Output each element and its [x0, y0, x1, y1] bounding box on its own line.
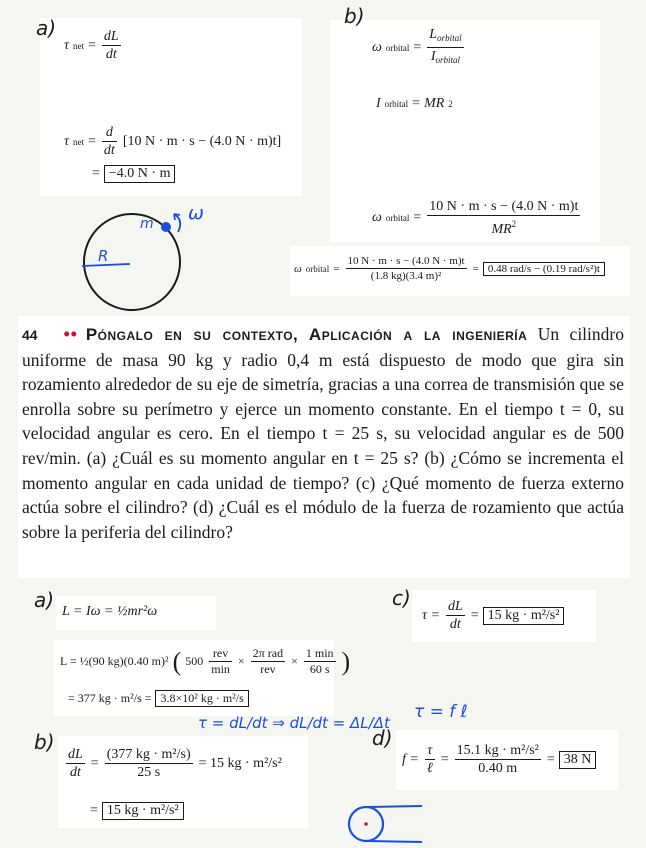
omega-substituted-eq: ω orbital = $\frac{10 N \cdot m \cdot s - (4.0 N \cdot m)t}{MR^2}$ [372, 199, 579, 237]
mass-dot [161, 222, 171, 232]
inertia-orbital-eq: I orbital = MR 2 [376, 96, 453, 111]
answer-c-label: c) [392, 586, 411, 610]
omega-label: ω [188, 202, 204, 224]
torque-result-box: −4.0 N · m [104, 165, 176, 183]
answer-b-handnote: τ = dL/dt ⇒ dL/dt = ΔL/Δt [198, 714, 390, 732]
answer-b-label: b) [34, 730, 55, 754]
torque-result-eq: = −4.0 N · m [92, 165, 175, 183]
belt-bottom-line [366, 841, 422, 842]
radius-label: R [98, 247, 109, 265]
torque-derivative-eq: τ net = $\frac{d}{dt}$ [10 N · m · s − (4.0 N · m)t] [64, 125, 282, 158]
angular-momentum-substitution: L = ½(90 kg)(0.40 m)² ( 500 $\frac{\text{rev}}{\min}$ × $\frac{\text{2π rad}}{\text{rev}}$ × $\frac{1 \min}{60 s}$ ) [60, 646, 351, 676]
omega-numeric-eq: ω orbital = $\frac{10 N \cdot m \cdot s - (4.0 N \cdot m)t}{\text{(1.8 kg)(3.4 m)²}}$ = 0.48 rad/s − (0.19 rad/s²)t [294, 254, 605, 283]
angular-momentum-rate-eq: $\frac{dL}{dt}$ = $\frac{\text{(377 kg · m²/s)}}{25 s}$ = 15 kg · m²/s² [68, 747, 282, 780]
part-a-label: a) [36, 16, 57, 40]
problem-statement [18, 316, 630, 578]
rotation-arrow [174, 214, 180, 232]
part-b-label: b) [344, 4, 365, 28]
problem-number: 44 [22, 327, 38, 343]
angular-momentum-result: = 377 kg · m²/s = 3.8×10² kg · m²/s [68, 690, 249, 707]
answer-d-label: d) [372, 726, 393, 750]
mass-label: m [140, 216, 154, 232]
answer-a-label: a) [34, 588, 55, 612]
friction-force-eq: f = $\frac{\tau}{\text{ℓ}}$ = $\frac{\text{15.1 kg · m²/s²}}{0.40 m}$ = 38 N [402, 742, 596, 777]
angular-momentum-rate-result-box: 15 kg · m²/s² [102, 802, 184, 820]
angular-momentum-result-box: 3.8×10² kg · m²/s [155, 690, 248, 707]
omega-result-box: 0.48 rad/s − (0.19 rad/s²)t [483, 262, 605, 276]
friction-force-result-box: 38 N [559, 751, 597, 769]
angular-momentum-rate-result: = 15 kg · m²/s² [90, 802, 184, 820]
torque-c-eq: τ = $\frac{dL}{dt}$ = 15 kg · m²/s² [422, 598, 564, 633]
problem-heading: Póngalo en su contexto, Aplicación a la ingeniería [85, 325, 528, 344]
pulley-center-dot [364, 822, 368, 826]
omega-orbital-eq: ω orbital = $\frac{L_{orbital}}{I_{orbital}}$ [372, 27, 462, 65]
torque-definition-eq: τ net = $\frac{dL}{dt}$ [64, 29, 119, 62]
angular-momentum-formula: L = Iω = ½mr²ω [62, 604, 158, 619]
pulley-sketch [340, 796, 430, 846]
belt-top-line [366, 806, 422, 807]
torque-c-result-box: 15 kg · m²/s² [483, 607, 565, 625]
difficulty-dots: •• [63, 324, 78, 344]
problem-text: Un cilindro uniforme de masa 90 kg y radio 0,4 m está dispuesto de modo que gira sin rozamiento alrededor de su eje de simetría, gracias a una correa de transmisión que se enrolla sobre su perímetro y ejerce un momento constante. En el tiempo t = 0, su velocidad angular es cero. En el tiempo t = 25 s, su velocidad angular es de 500 rev/min. (a) ¿Cuál es su momento angular en t = 25 s? (b) ¿Cómo se incrementa el momento angular en cada unidad de tiempo? (c) ¿Qué momento de fuerza externo actúa sobre el cilindro? (d) ¿Cuál es el módulo de la fuerza de rozamiento que actúa sobre la periferia del cilindro? [22, 324, 624, 542]
answer-d-handnote: τ = f ℓ [414, 702, 468, 722]
